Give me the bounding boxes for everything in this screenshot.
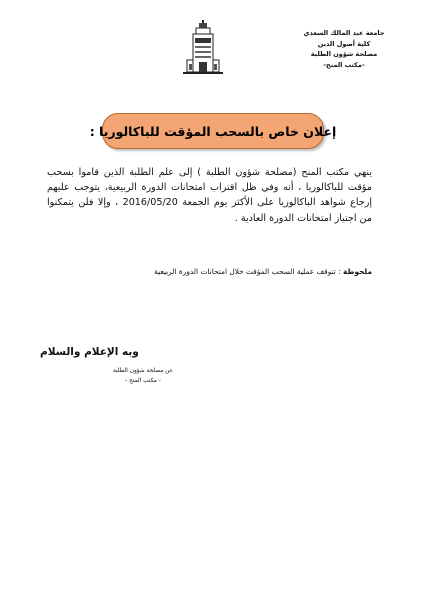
note-line [32,267,372,276]
note-label: ملحوظة [343,267,372,276]
note-text: : تتوقف عملية السحب المؤقت خلال امتحانات الدورة الربيعية [154,267,343,276]
announcement-body [47,165,372,226]
signature-line-1: عن مصلحة شؤون الطلبة [112,368,174,374]
office-name: -مكتب المنح- [323,60,365,69]
signature-line-2: - مكتب المنح - [125,378,161,384]
announcement-paragraph: ينهي مكتب المنح (مصلحة شؤون الطلبة ) إلى علم الطلبة الذين قاموا بسحب مؤقت للباكالوريا ، أنه وفي ظل اقتراب امتحانات الدورة الربيعية، يتوجب عليهم إرجاع شواهد الباكالوريا على الأكثر يوم الجمعة 2016/05/20 ، وإلا فلن يتمكنوا من اجتياز امتحانات الدورة العادية . [47,167,373,224]
announcement-title: إعلان خاص بالسحب المؤقت للباكالوريا : [89,123,337,139]
university-name: جامعة عبد المالك السعدي [303,29,385,37]
signature-block [98,366,188,386]
university-logo [183,20,223,76]
institution-header [294,28,394,70]
closing-line: وبه الإعلام والسلام [40,346,139,358]
department-name: مصلحة شؤون الطلبة [310,50,378,58]
faculty-name: كلية أصول الدين [317,39,371,48]
announcement-banner [89,113,337,149]
